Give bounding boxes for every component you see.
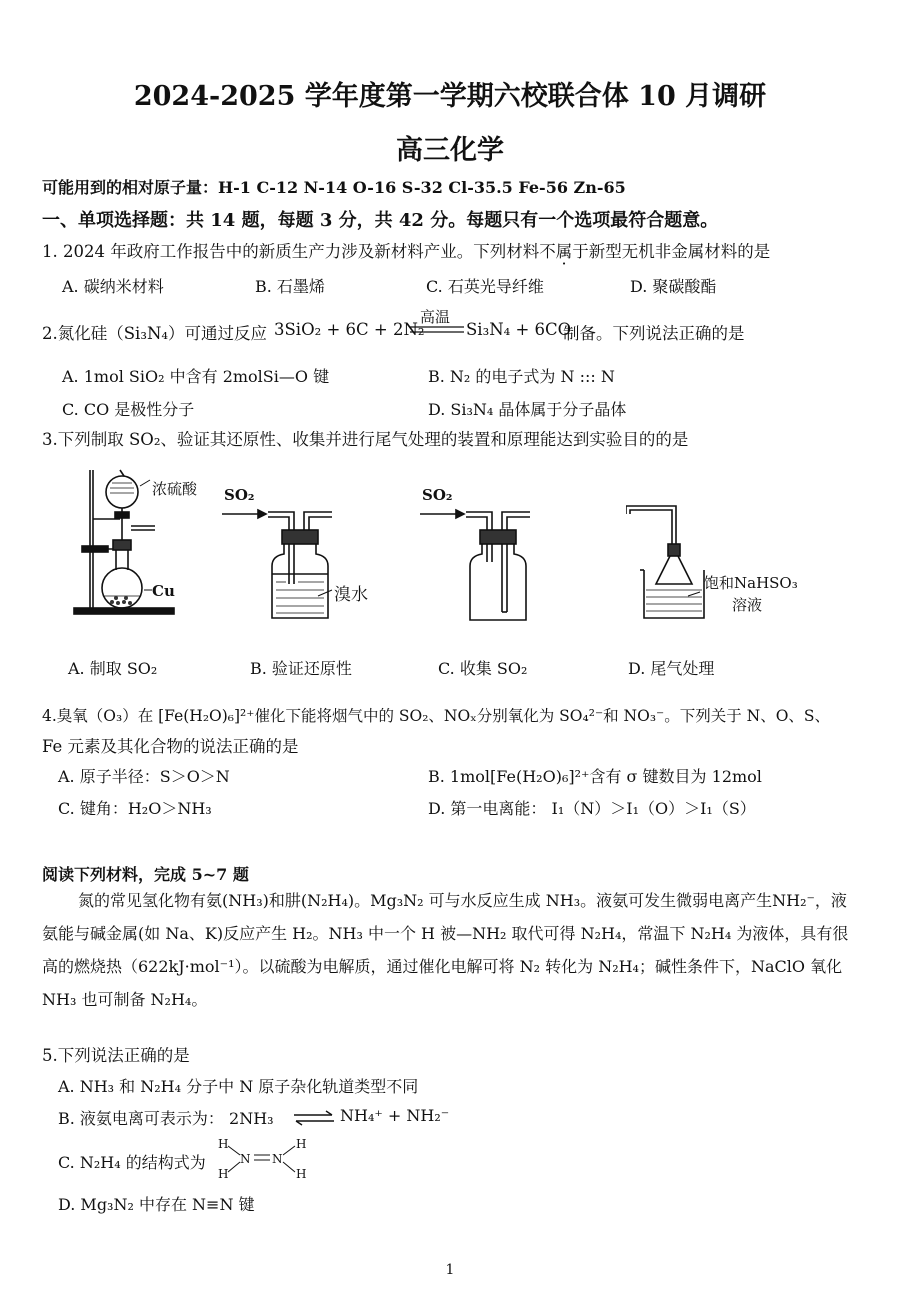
question-5-stem: 5.下列说法正确的是 xyxy=(42,1046,190,1065)
page-number: 1 xyxy=(445,1262,455,1278)
q3-option-c: C. 收集 SO₂ xyxy=(438,659,528,678)
q1-emphasis: 不属于 xyxy=(539,242,589,261)
label-so2-c: SO₂ xyxy=(422,486,453,504)
label-bromine-water: 溴水 xyxy=(334,585,368,605)
q2-equation-right: Si₃N₄ + 6CO xyxy=(466,320,572,339)
svg-text:N: N xyxy=(240,1152,251,1166)
question-4-stem-line1: 4.臭氧（O₃）在 [Fe(H₂O)₆]²⁺催化下能将烟气中的 SO₂、NOₓ分别氧化为 SO₄²⁻和 NO₃⁻。下列关于 N、O、S、 xyxy=(42,707,831,725)
q3-option-b: B. 验证还原性 xyxy=(250,659,352,678)
q4-option-b: B. 1mol[Fe(H₂O)₆]²⁺含有 σ 键数目为 12mol xyxy=(428,767,762,786)
reading-paragraph: 氮的常见氢化物有氨(NH₃)和肼(N₂H₄)。Mg₃N₂ 可与水反应生成 NH₃。液氨可发生微弱电离产生NH₂⁻，液氨能与碱金属(如 Na、K)反应产生 H₂。NH₃ 中一个 H 被—NH₂ 取代可得 N₂H₄，常温下 N₂H₄ 为液体，具有很高的燃烧热（622kJ·mol⁻¹）。以硫酸为电解质，通过催化电解可将 N₂ 转化为 N₂H₄；碱性条件下，NaClO 氧化 NH₃ 也可制备 N₂H₄。 xyxy=(42,891,849,1009)
label-so2-b: SO₂ xyxy=(224,486,255,504)
q2-electron-formula: N ::: N xyxy=(560,367,615,386)
q1-option-b: B. 石墨烯 xyxy=(255,277,325,296)
q5-option-b-after: NH₄⁺ + NH₂⁻ xyxy=(340,1106,450,1125)
apparatus-c-gas-collection xyxy=(416,500,556,630)
q2-equals-sign xyxy=(410,325,464,335)
label-nahso3-line2: 溶液 xyxy=(732,596,763,614)
q5-option-d: D. Mg₃N₂ 中存在 N≡N 键 xyxy=(58,1195,255,1214)
q1-option-d: D. 聚碳酸酯 xyxy=(630,277,717,296)
svg-text:H: H xyxy=(218,1167,229,1181)
exam-subject: 高三化学 xyxy=(396,135,504,166)
q1-stem-after: 新型无机非金属材料的是 xyxy=(588,242,771,261)
label-conc-sulfuric-acid: 浓硫酸 xyxy=(152,480,198,498)
svg-text:H: H xyxy=(296,1167,307,1181)
section-heading: 一、单项选择题：共 14 题，每题 3 分，共 42 分。每题只有一个选项最符合题意。 xyxy=(42,210,719,231)
atomic-masses: 可能用到的相对原子量：H-1 C-12 N-14 O-16 S-32 Cl-35.5 Fe-56 Zn-65 xyxy=(42,178,626,197)
label-nahso3-line1: 饱和NaHSO₃ xyxy=(704,574,798,592)
q2-option-d: D. Si₃N₄ 晶体属于分子晶体 xyxy=(428,400,627,419)
q2-option-a: A. 1mol SiO₂ 中含有 2molSi—O 键 xyxy=(62,367,330,386)
q2-condition: 高温 xyxy=(420,308,451,326)
reading-heading: 阅读下列材料，完成 5~7 题 xyxy=(42,865,249,884)
svg-text:H: H xyxy=(296,1137,307,1151)
question-4-stem-line2: Fe 元素及其化合物的说法正确的是 xyxy=(42,737,299,756)
q1-stem-before: 1. 2024 年政府工作报告中的新质生产力涉及新材料产业。下列材料 xyxy=(42,242,540,261)
n2h4-structure-icon xyxy=(214,1136,314,1182)
svg-text:H: H xyxy=(218,1137,229,1151)
q2-option-b-text: B. N₂ 的电子式为 xyxy=(428,367,561,386)
q5-option-c-before: C. N₂H₄ 的结构式为 xyxy=(58,1153,206,1172)
q5-option-b-before: B. 液氨电离可表示为： 2NH₃ xyxy=(58,1109,274,1128)
q2-stem-before: 2.氮化硅（Si₃N₄）可通过反应 xyxy=(42,324,267,343)
q3-option-d: D. 尾气处理 xyxy=(628,659,715,678)
q4-option-c: C. 键角：H₂O＞NH₃ xyxy=(58,799,212,818)
label-cu: Cu xyxy=(152,582,175,600)
q1-option-c: C. 石英光导纤维 xyxy=(426,277,544,296)
q3-option-a: A. 制取 SO₂ xyxy=(68,659,158,678)
question-1-stem xyxy=(42,238,770,262)
apparatus-b-bromine-water xyxy=(218,500,358,630)
q5-option-a: A. NH₃ 和 N₂H₄ 分子中 N 原子杂化轨道类型不同 xyxy=(58,1077,419,1096)
q2-option-b xyxy=(428,364,615,387)
q2-option-c: C. CO 是极性分子 xyxy=(62,400,195,419)
question-3-stem: 3.下列制取 SO₂、验证其还原性、收集并进行尾气处理的装置和原理能达到实验目的的是 xyxy=(42,430,689,449)
equilibrium-arrow-icon xyxy=(292,1110,336,1126)
q2-stem-after: 制备。下列说法正确的是 xyxy=(563,324,745,343)
exam-title: 2024-2025 学年度第一学期六校联合体 10 月调研 xyxy=(133,81,767,112)
q2-equation-left: 3SiO₂ + 6C + 2N₂ xyxy=(274,320,425,339)
svg-text:N: N xyxy=(272,1152,283,1166)
q4-option-d: D. 第一电离能： I₁（N）＞I₁（O）＞I₁（S） xyxy=(428,799,756,818)
q1-option-a: A. 碳纳米材料 xyxy=(62,277,164,296)
q4-option-a: A. 原子半径：S＞O＞N xyxy=(58,767,230,786)
